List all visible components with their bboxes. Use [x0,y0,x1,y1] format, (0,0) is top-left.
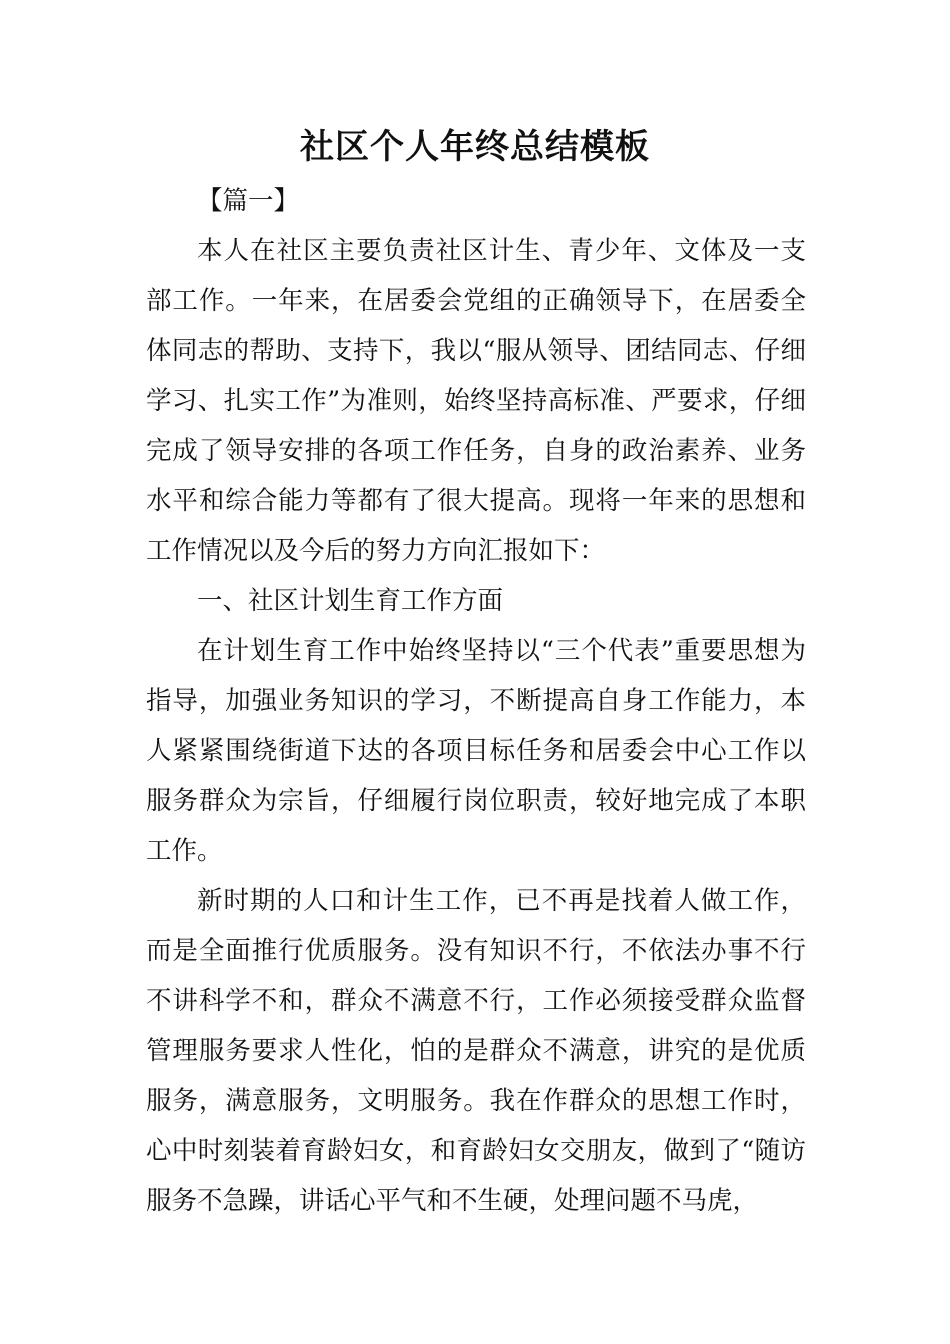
paragraph-intro: 本人在社区主要负责社区计生、青少年、文体及一支部工作。一年来，在居委会党组的正确领导下，在居委全体同志的帮助、支持下，我以“服从领导、团结同志、仔细学习、扎实工作”为准则，始终坚持高标准、严要求，仔细完成了领导安排的各项工作任务，自身的政治素养、业务水平和综合能力等都有了很大提高。现将一年来的思想和工作情况以及今后的努力方向汇报如下： [146,236,806,566]
section-tag: 【篇一】 [197,186,300,216]
paragraph-new-era-work: 新时期的人口和计生工作，已不再是找着人做工作，而是全面推行优质服务。没有知识不行，不依法办事不行不讲科学不和，群众不满意不行，工作必须接受群众监督管理服务要求人性化，怕的是群众不满意，讲究的是优质服务，满意服务，文明服务。我在作群众的思想工作时，心中时刻装着育龄妇女，和育龄妇女交朋友，做到了“随访服务不急躁，讲话心平气和不生硬，处理问题不马虎， [146,886,806,1216]
section-heading-family-planning: 一、社区计划生育工作方面 [197,586,504,616]
paragraph-family-planning: 在计划生育工作中始终坚持以“三个代表”重要思想为指导，加强业务知识的学习，不断提高自身工作能力，本人紧紧围绕街道下达的各项目标任务和居委会中心工作以服务群众为宗旨，仔细履行岗位职责，较好地完成了本职工作。 [146,636,806,866]
document-title: 社区个人年终总结模板 [300,127,650,167]
document-body [146,176,806,1226]
